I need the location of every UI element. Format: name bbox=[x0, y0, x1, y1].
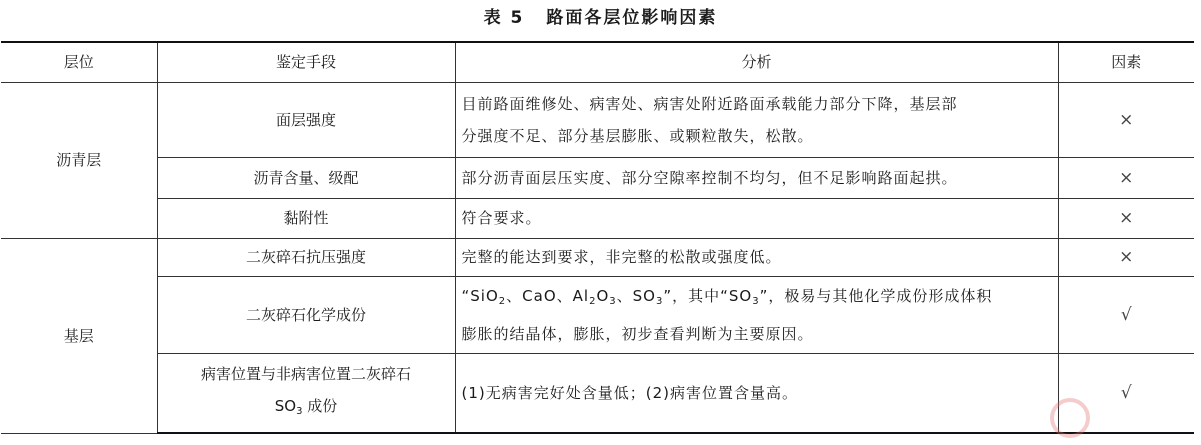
table-title-text: 路面各层位影响因素 bbox=[546, 8, 718, 28]
factor-cross: × bbox=[1058, 157, 1194, 198]
group-asphalt: 沥青层 bbox=[1, 82, 157, 238]
method-cell: 黏附性 bbox=[157, 198, 455, 238]
analysis-cell bbox=[455, 82, 1058, 157]
factor-cross: × bbox=[1058, 198, 1194, 238]
subscript: 3 bbox=[296, 405, 303, 417]
table-row bbox=[1, 276, 1194, 353]
method-cell bbox=[157, 353, 455, 433]
formula-part: 、SO bbox=[616, 286, 656, 305]
factor-cross: × bbox=[1058, 82, 1194, 157]
table-title bbox=[0, 6, 1201, 30]
factors-table bbox=[1, 41, 1194, 434]
group-base: 基层 bbox=[1, 238, 157, 433]
analysis-cell: (1)无病害完好处含量低；(2)病害位置含量高。 bbox=[455, 353, 1058, 433]
subscript: 2 bbox=[589, 295, 597, 307]
table-row bbox=[1, 238, 1194, 276]
header-method: 鉴定手段 bbox=[157, 42, 455, 82]
formula-part: 、CaO、Al bbox=[506, 286, 590, 305]
method-cell: 面层强度 bbox=[157, 82, 455, 157]
factor-cross: × bbox=[1058, 238, 1194, 276]
header-analysis: 分析 bbox=[455, 42, 1058, 82]
method-cell: 二灰碎石化学成份 bbox=[157, 276, 455, 353]
formula-part: ”，其中“SO bbox=[663, 286, 753, 305]
formula-part: O bbox=[596, 286, 610, 305]
table-row bbox=[1, 353, 1194, 433]
analysis-cell bbox=[455, 276, 1058, 353]
subscript: 3 bbox=[752, 295, 760, 307]
header-layer: 层位 bbox=[1, 42, 157, 82]
subscript: 2 bbox=[498, 295, 507, 307]
factor-check: √ bbox=[1058, 353, 1194, 433]
analysis-line: 膨胀的结晶体，膨胀，初步查看判断为主要原因。 bbox=[461, 324, 814, 343]
header-row bbox=[1, 42, 1194, 82]
subscript: 3 bbox=[655, 295, 664, 307]
formula-part: ”，极易与其他化学成份形成体积 bbox=[759, 286, 993, 305]
watermark-logo bbox=[1050, 398, 1090, 438]
table-row bbox=[1, 157, 1194, 198]
table-row bbox=[1, 82, 1194, 157]
formula-part: “SiO bbox=[461, 286, 499, 305]
table-number: 表 5 bbox=[483, 8, 525, 28]
analysis-line: 分强度不足、部分基层膨胀、或颗粒散失，松散。 bbox=[461, 126, 814, 145]
analysis-cell: 符合要求。 bbox=[455, 198, 1058, 238]
table-row bbox=[1, 198, 1194, 238]
method-line: 病害位置与非病害位置二灰碎石 bbox=[200, 364, 411, 383]
subscript: 3 bbox=[609, 295, 617, 307]
method-cell: 二灰碎石抗压强度 bbox=[157, 238, 455, 276]
formula-part: 成份 bbox=[302, 396, 338, 415]
analysis-line: 目前路面维修处、病害处、病害处附近路面承载能力部分下降，基层部 bbox=[461, 94, 958, 113]
formula-part: SO bbox=[274, 396, 297, 415]
analysis-cell: 部分沥青面层压实度、部分空隙率控制不均匀，但不足影响路面起拱。 bbox=[455, 157, 1058, 198]
header-factor: 因素 bbox=[1058, 42, 1194, 82]
factor-check: √ bbox=[1058, 276, 1194, 353]
method-cell: 沥青含量、级配 bbox=[157, 157, 455, 198]
analysis-cell: 完整的能达到要求，非完整的松散或强度低。 bbox=[455, 238, 1058, 276]
